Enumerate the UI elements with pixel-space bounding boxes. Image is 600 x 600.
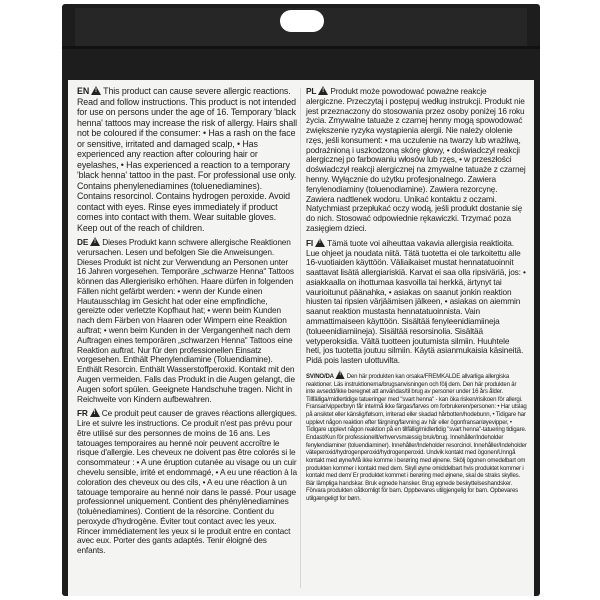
- warning-triangle-icon: [91, 86, 101, 95]
- warning-text-de: Dieses Produkt kann schwere allergische Reaktionen verursachen. Lesen und befolgen Sie die Anweisungen. Dieses Produkt ist nicht zur Verwendung an Personen unter 16 Jahren vorgesehen. Temporäre „schwarze Henna“ Tattoos können das Allergierisiko erhöhen. Haare dürfen in folgenden Fällen nicht gefärbt werden: • wenn der Kunde einen Hautausschlag im Gesicht hat oder eine empfindliche, gereizte oder verletzte Kopfhaut hat; • wenn beim Kunden nach dem Färben von Haaren oder Wimpern eine Reaktion auftrat; • wenn beim Kunden in der Vergangenheit nach dem Auftragen eines temporären „schwarzen Henna“ Tattoos eine Reaktion auftrat. Nur für den professionellen Einsatz vorgesehen. Enthält Phenylendiamine (Toluendiamine). Enthält Resorcin. Enthält Wasserstoffperoxid. Kontakt mit den Augen vermeiden. Falls das Produkt in die Augen gelangt, die Augen sofort spülen. Geeignete Handschuhe tragen. Nicht in Reichweite von Kindern aufbewahren.: [77, 237, 295, 404]
- language-code-en: EN: [77, 86, 90, 96]
- language-code-fi: FI: [306, 237, 314, 248]
- hang-hole: [280, 10, 324, 32]
- warning-text-pl: Produkt może powodować poważne reakcje alergiczne. Przeczytaj i postępuj według instrukcji. Produkt nie jest przeznaczony do stosowania przez osoby poniżej 16 roku życia. Zmywalne tatuaże z czarnej henny mogą spowodować zwiększenie ryzyka wystąpienia alergii. Nie należy ololenie rzęs, jeśli konsument: • ma uczulenie na twarzy lub wrażliwą, podrażnioną i uszkodzoną skórę głowy, • doświadczył reakcji alergicznej po farbowaniu włosów lub rzęs, • w przeszłości doświadczył reakcji alergicznej na zmywalne tatuaże z czarnej henny. Wyłącznie do użytku profesjonalnego. Zawiera fenylenodiaminy (toluenodiamine). Zawiera rezorcynę. Zawiera nadtlenek wodoru. Unikać kontaktu z oczami. Natychmiast przepłukać oczy wodą, jeśli produkt dostanie się do nich. Stosować odpowiednie rękawiczki. Trzymać poza zasięgiem dzieci.: [306, 86, 526, 233]
- warning-triangle-icon: [315, 238, 325, 247]
- language-code-de: DE: [77, 237, 89, 247]
- warning-triangle-icon: [90, 237, 100, 246]
- warning-pl: [306, 86, 526, 234]
- warning-en: [77, 86, 297, 233]
- warning-triangle-icon: [336, 370, 345, 379]
- warning-fr: [77, 408, 297, 556]
- column-divider: [300, 88, 301, 588]
- language-code-pl: PL: [306, 86, 317, 96]
- warning-label-panel: [68, 80, 534, 596]
- warning-text-fi: Tämä tuote voi aiheuttaa vakavia allergisia reaktioita. Lue ohjeet ja noudata niitä. Tätä tuotetta ei ole tarkoitettu alle 16-vuotiaiden käyttöön. Väliaikaiset mustat hennatatuoinnit saattavat lisätä allergiariskiä. Karvat ei saa olla ripsiväriä, jos: • asiakkaalla on ihottumaa kasvoilla tai herkkä, ärtynyt tai vaurioitunut päänahka, • asiakas on saanut jonkin reaktion hiusten tai ripsien värjäämisen jälkeen, • asiakas on aiemmin saanut reaktion mustasta hennatatuoinnista. Vain ammattimaiseen käyttöön. Sisältää fenyleenidiamiineja (tolueenidiamiineja). Sisältää resorsinolia. Sisältää vetyperoksidia. Vältä tuotteen joutumista silmiin. Huuhtele heti, jos tuotetta joutuu silmiin. Käytä asianmukaisia käsineitä. Pidä pois lasten ulottuvilta.: [306, 237, 526, 366]
- box-fold-edge: [62, 46, 540, 49]
- warning-triangle-icon: [90, 408, 100, 417]
- warning-text-fr: Ce produit peut causer de graves réactions allergiques. Lire et suivre les instructions. Ce produit n'est pas prévu pour être utilisé sur des personnes de moins de 16 ans. Les tatouages temporaires au henné noir peuvent accroître le risque d'allergie. Les cheveux ne doivent pas être colorés si le consommateur : • A une éruption cutanée au visage ou un cuir chevelu sensible, irrité et endommagé, • A eu une réaction à la coloration des cheveux ou des cils, • A eu une réaction à un tatouage temporaire au henné noir dans le passé. Pour usage professionnel uniquement. Contient des phénylènediamines (toluènediamines). Contient de la résorcine. Contient du peroxyde d'hydrogène. Éviter tout contact avec les yeux. Rincer immédiatement les yeux si le produit entre en contact avec eux. Porter des gants adaptés. Tenir éloigné des enfants.: [77, 408, 297, 556]
- warning-sv-no-da: [306, 370, 527, 503]
- warning-text-sv-no-da: Den här produkten kan orsaka/FREMKALDE allvarliga allergiska reaktioner. Läs instruktionerna/brugsanvisningen och följ dem. Den här produkten är inte avsedd/ikke beregnet att användas/til brug av personer under 16 års ålder. Tillfälliga/midlertidige tatueringer med "svart henna" - kan öka risken/risikoen för allergi. Fransar/vipper/bryn får inte/må ikke färgas/farves om forbrukeren/personen: • Har utslag på ansiktet eller känslig/følsom, irriterad eller skadad hårbotten/hodebunn, • Tidigare har upplevt någon reaktion efter färgning/farvning av hår eller ögonfransar/øyevipper, • Tidigare upplevt någon reaktion på en tillfällig/midlertidig "svart henna"-tatuering tidigare. Endast/Kun för professionellt/erhvervsmæssig bruk/brug. Innehåller/Indeholder fenylendiaminer (toluendiaminer). Innehåller/Indeholder resorcinol. Innehåller/Indeholder väteperoxid/hydrogenperoxid/hydrogenperoxid. Undvik kontakt med ögonen/Unngå kontakt med øyne/Må ikke komme i berøring med øjnene. Skölj ögonen omedelbart om produkten kommer i kontakt med dem. Skyll øyne omiddelbart hvis produktet kommer i kontakt med dem/ Er produktet kommet i berøring med øjnene, skal de straks skylles. Bär lämpliga handskar. Bruk egnede hansker. Brug egnede beskyttelseshandsker. Förvara produkten oåtkomligt för barn. Oppbevares utilgjengelig for barn. Opbevares utilgængeligt for børn.: [306, 372, 527, 503]
- label-column-left: [77, 86, 297, 560]
- warning-text-en: This product can cause severe allergic reactions. Read and follow instructions. This product is not intended for use on persons under the age of 16. Temporary 'black henna' tattoos may increase the risk of allergy. Hairs shall not be coloured if the consumer: • Has a rash on the face or sensitive, irritated and damaged scalp, • Has experienced any reaction after colouring hair or eyelashes, • Has experienced a reaction to a temporary 'black henna' tattoo in the past. For professional use only. Contains phenylenediamines (toluenediamines). Contains resorcinol. Contains hydrogen peroxide. Avoid contact with eyes. Rinse eyes immediately if product comes into contact with them. Wear suitable gloves. Keep out of the reach of children.: [77, 86, 297, 233]
- warning-triangle-icon: [318, 86, 328, 95]
- label-column-right: [306, 86, 526, 507]
- warning-de: [77, 237, 297, 404]
- warning-fi: [306, 238, 526, 366]
- language-code-fr: FR: [77, 408, 88, 419]
- language-code-sv-no-da: SV/NO/DA: [306, 372, 334, 380]
